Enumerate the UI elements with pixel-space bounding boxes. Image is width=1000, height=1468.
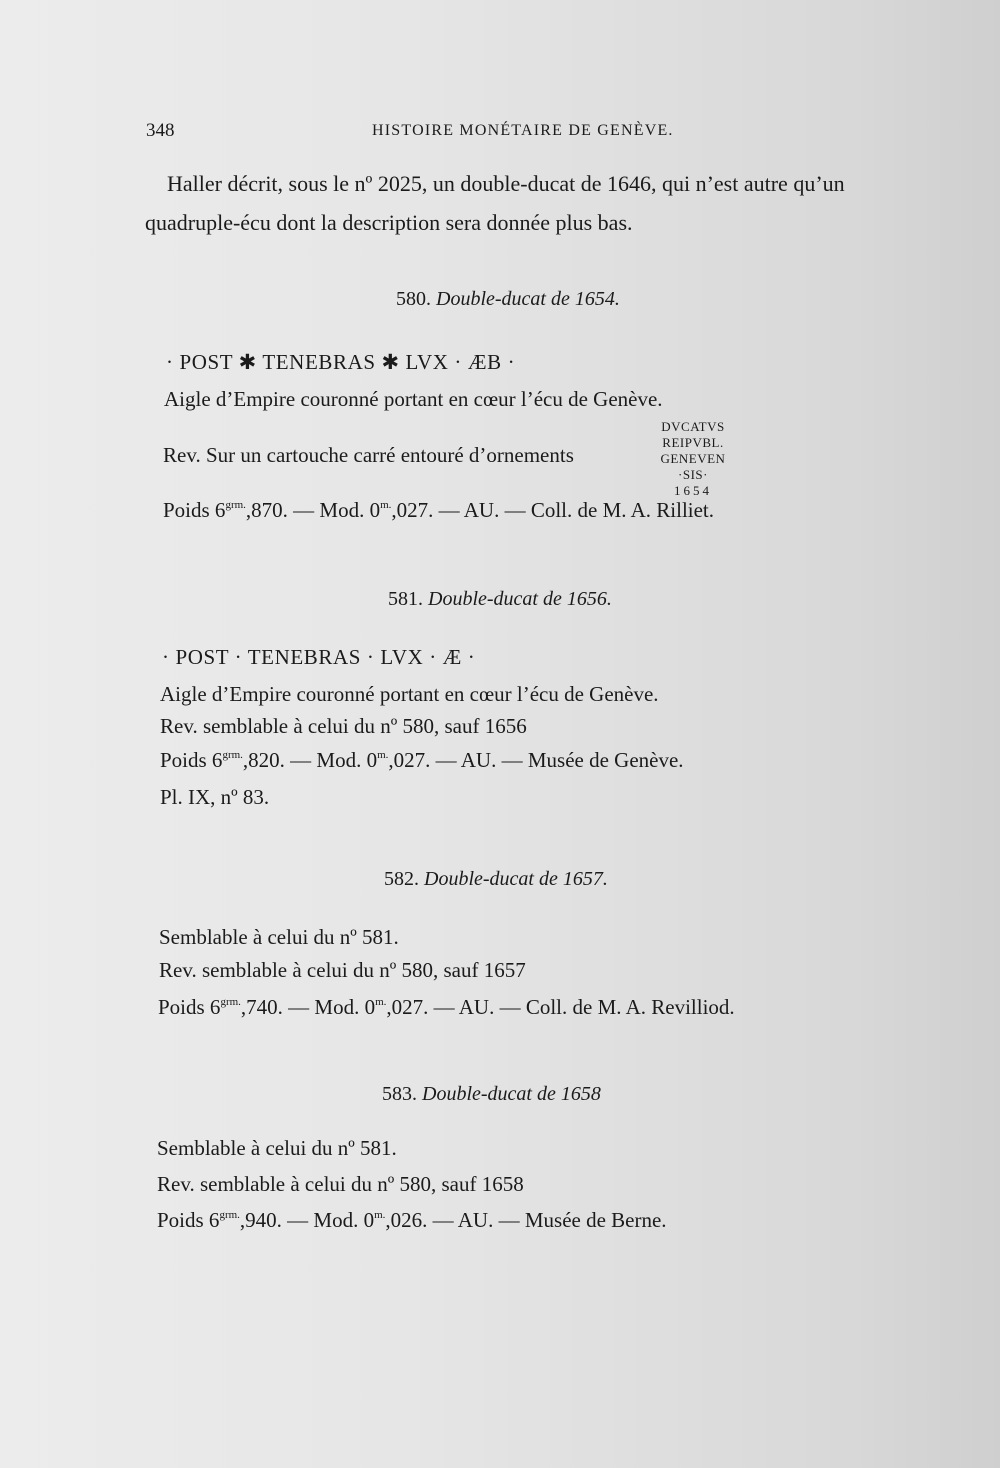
entry-582-weight [158,995,735,1020]
cartouche-line: ·SIS· [678,467,708,482]
entry-581-legend: · POST · TENEBRAS · LVX · Æ · [162,645,476,669]
weight-label: Poids 6 [158,995,221,1019]
entry-title: Double-ducat de 1657. [424,868,608,890]
entry-580-reverse: Rev. Sur un cartouche carré entouré d’ornements [163,443,574,467]
entry-582-heading [384,868,608,891]
module-unit: m. [374,1209,386,1221]
entry-581-plate: Pl. IX, nº 83. [160,785,270,809]
entry-580-obverse: Aigle d’Empire couronné portant en cœur l’écu de Genève. [164,387,663,411]
entry-number: 580. [396,288,431,310]
cartouche-line: GENEVEN [660,451,726,466]
weight-label: Poids 6 [160,748,223,772]
entry-581-reverse: Rev. semblable à celui du nº 580, sauf 1656 [160,714,527,738]
entry-583-heading [382,1083,601,1106]
entry-580-heading [396,288,620,311]
intro-paragraph: Haller décrit, sous le nº 2025, un double-ducat de 1646, qui n’est autre qu’un quadruple-écu dont la description sera donnée plus bas. [145,171,845,235]
entry-title: Double-ducat de 1658 [422,1083,601,1105]
cartouche-line: DVCATVS [661,419,725,434]
cartouche-line: REIPVBL. [662,435,724,450]
module-collection: ,027. — AU. — Musée de Genève. [388,748,684,772]
module-unit: m. [377,749,389,761]
weight-value: ,740. — Mod. 0 [240,995,376,1019]
entry-580-legend: · POST ✱ TENEBRAS ✱ LVX · ÆB · [166,350,516,374]
entry-582-reverse: Rev. semblable à celui du nº 580, sauf 1657 [159,958,526,982]
entry-number: 583. [382,1083,417,1105]
weight-value: ,940. — Mod. 0 [239,1208,375,1232]
entry-583-obverse: Semblable à celui du nº 581. [157,1136,397,1160]
weight-label: Poids 6 [157,1208,220,1232]
module-unit: m. [380,499,392,511]
weight-unit: grm. [219,1209,240,1221]
entry-581-heading [388,588,612,611]
entry-number: 582. [384,868,419,890]
cartouche-line: 1654 [674,483,712,498]
weight-value: ,870. — Mod. 0 [245,498,381,522]
entry-582-obverse: Semblable à celui du nº 581. [159,925,399,949]
entry-title: Double-ducat de 1654. [436,288,620,310]
weight-unit: grm. [222,749,243,761]
entry-583-weight [157,1208,667,1233]
module-collection: ,027. — AU. — Coll. de M. A. Rilliet. [391,498,715,522]
module-collection: ,027. — AU. — Coll. de M. A. Revilliod. [386,995,735,1019]
running-title: HISTOIRE MONÉTAIRE DE GENÈVE. [372,122,674,139]
module-collection: ,026. — AU. — Musée de Berne. [385,1208,667,1232]
page-number: 348 [146,120,175,141]
entry-581-obverse: Aigle d’Empire couronné portant en cœur l’écu de Genève. [160,682,659,706]
weight-unit: grm. [220,996,241,1008]
entry-580-weight [163,498,714,523]
entry-number: 581. [388,588,423,610]
weight-label: Poids 6 [163,498,226,522]
entry-581-weight [160,748,684,773]
entry-title: Double-ducat de 1656. [428,588,612,610]
weight-unit: grm. [225,499,246,511]
cartouche-inscription [648,419,738,499]
module-unit: m. [375,996,387,1008]
entry-583-reverse: Rev. semblable à celui du nº 580, sauf 1658 [157,1172,524,1196]
weight-value: ,820. — Mod. 0 [242,748,378,772]
